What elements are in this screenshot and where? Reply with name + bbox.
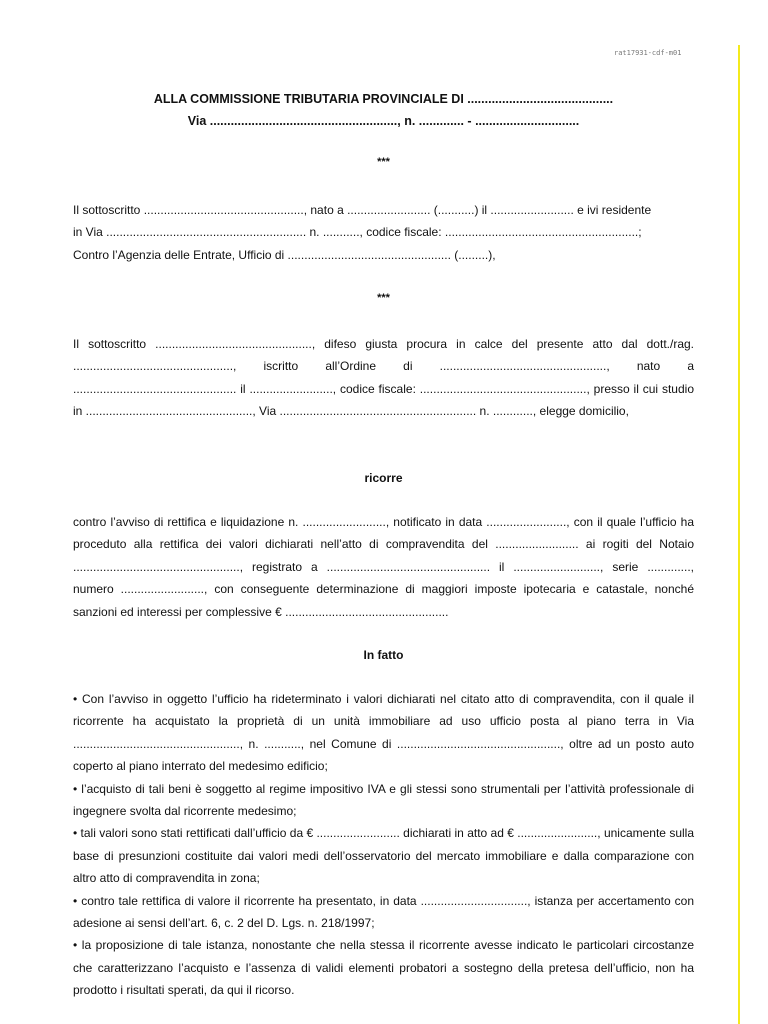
title-line-2: Via ......................................................, n. ............. - ..............................: [187, 114, 580, 128]
document-code: rat17931-cdf-m01: [614, 49, 682, 57]
margin-line: [738, 45, 740, 1024]
claimant-line-3: Contro l’Agenzia delle Entrate, Ufficio di ................................................. (.........),: [73, 247, 496, 262]
separator-2: ***: [377, 292, 390, 304]
claimant-line-2: in Via ............................................................ n. ..........., codice fiscale: ..........................................................;: [73, 225, 642, 240]
claimant-line-1: Il sottoscritto ................................................, nato a ......................... (...........) il ......................... e ivi residente: [73, 203, 652, 217]
attorney-paragraph: Il sottoscritto ..............................................., difeso giusta procura in calce del presente atto dal dott./rag. ................................................, iscritto all’Ordine di .................................................., nato a ................................................. il ........................., codice fiscale: .................................................., presso il cui studio in .................................................., Via ........................................................... n. ............, elegge domicilio,: [73, 337, 694, 419]
claimant-section: [73, 199, 694, 266]
fact-item: • l’acquisto di tali beni è soggetto al regime impositivo IVA e gli stessi sono strumentali per l’attività professionale di ingegnere svolta dal ricorrente medesimo;: [73, 781, 694, 819]
appeal-paragraph: contro l’avviso di rettifica e liquidazione n. ........................., notificato in data ........................, con il quale l’ufficio ha proceduto alla rettifica dei valori dichiarati nell’atto di compravendita del ......................... ai rogiti del Notaio .................................................., registrato a ................................................. il .........................., serie ............., numero ........................., con conseguente determinazione di maggiori imposte ipotecaria e catastale, nonché sanzioni ed interessi per complessive € .................................................: [73, 515, 694, 619]
heading-ricorre: ricorre: [364, 471, 403, 485]
separator-1: ***: [377, 156, 390, 168]
fact-item: • contro tale rettifica di valore il ricorrente ha presentato, in data ................................, istanza per accertamento con adesione ai sensi dell’art. 6, c. 2 del D. Lgs. n. 218/1997;: [73, 893, 694, 931]
facts-list: [73, 688, 694, 1002]
title-line-1: ALLA COMMISSIONE TRIBUTARIA PROVINCIALE DI ..........................................: [153, 92, 614, 106]
heading-in-fatto: In fatto: [363, 648, 404, 662]
fact-item: • la proposizione di tale istanza, nonostante che nella stessa il ricorrente avesse indicato le particolari circostanze che caratterizzano l’acquisto e l’assenza di validi elementi probatori a sostegno della pretesa dell’ufficio, non ha prodotto i risultati sperati, da qui il ricorso.: [73, 938, 694, 998]
fact-item: • Con l’avviso in oggetto l’ufficio ha rideterminato i valori dichiarati nel citato atto di compravendita, con il quale il ricorrente ha acquistato la proprietà di un unità immobiliare ad uso ufficio posta al piano terra in Via .................................................., n. ..........., nel Comune di ................................................., oltre ad un posto auto coperto al piano interrato del medesimo edificio;: [73, 692, 694, 774]
fact-item: • tali valori sono stati rettificati dall’ufficio da € ......................... dichiarati in atto ad € ........................, unicamente sulla base di presunzioni costituite dai valori medi dell’osservatorio del mercato immobiliare e dalla comparazione con altro atto di compravendita in zona;: [73, 826, 694, 886]
